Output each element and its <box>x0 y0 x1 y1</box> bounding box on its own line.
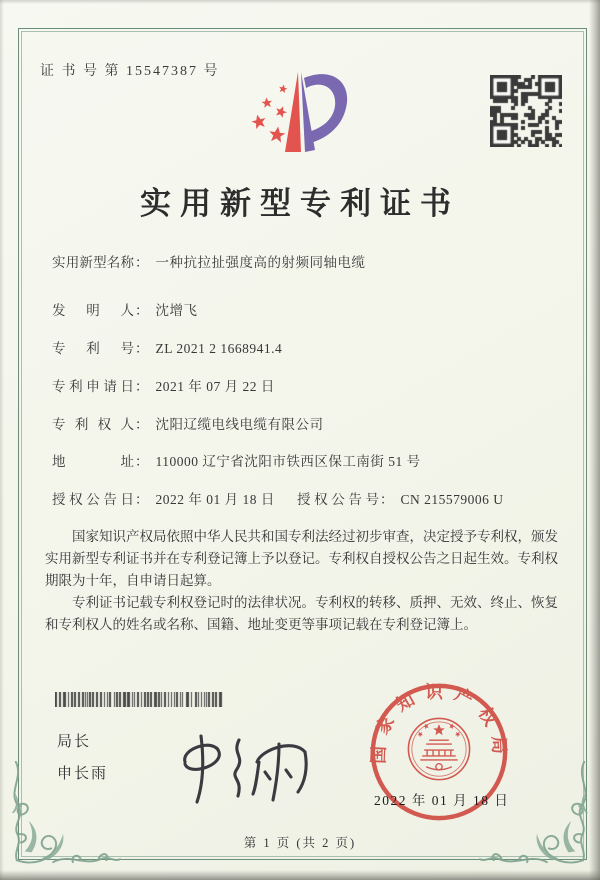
field-row-filing-date <box>52 377 275 397</box>
seal-date: 2022 年 01 月 18 日 <box>374 793 510 808</box>
field-row-patent-no <box>52 339 282 359</box>
field-value: 沈增飞 <box>155 303 198 318</box>
seal-arc-text: 国家知识产权局 <box>368 681 510 765</box>
qr-code <box>490 75 562 147</box>
field-value: CN 215579006 U <box>400 492 504 507</box>
legal-text <box>45 526 558 636</box>
scan-shadow-top <box>0 0 600 4</box>
field-label: 实用新型名称 <box>52 255 134 270</box>
cnipa-logo-icon <box>248 64 358 164</box>
field-colon: ： <box>135 255 149 270</box>
field-row-patentee <box>52 415 324 435</box>
page-footer: 第 1 页 (共 2 页) <box>243 836 357 850</box>
field-row-inventor <box>52 301 198 321</box>
field-colon: ： <box>135 303 149 318</box>
field-label: 授权公告日 <box>52 492 134 507</box>
field-label: 专利申请日 <box>52 379 134 394</box>
field-colon: ： <box>135 379 149 394</box>
field-row-grant <box>52 490 557 510</box>
director-title: 局长 <box>57 733 92 750</box>
field-label: 地址 <box>52 454 134 469</box>
legal-paragraph-2: 专利证书记载专利权登记时的法律状况。专利权的转移、质押、无效、终止、恢复和专利权人的姓名或名称、国籍、地址变更等事项记载在专利登记簿上。 <box>45 595 558 632</box>
field-colon: ： <box>135 454 149 469</box>
barcode <box>55 692 227 707</box>
field-label: 发明人 <box>52 303 134 318</box>
field-label: 专利权人 <box>52 417 134 432</box>
certificate-title: 实用新型专利证书 <box>140 186 460 221</box>
field-group-grant-no <box>297 490 504 510</box>
field-value: 沈阳辽缆电线电缆有限公司 <box>155 417 324 432</box>
field-value: 2021 年 07 月 22 日 <box>155 379 275 394</box>
scan-shadow-right <box>589 0 600 880</box>
handwritten-signature <box>155 712 325 810</box>
field-value: 2022 年 01 月 18 日 <box>155 492 275 507</box>
field-value: 110000 辽宁省沈阳市铁西区保工南街 51 号 <box>155 454 421 469</box>
field-value: 一种抗拉扯强度高的射频同轴电缆 <box>155 255 366 270</box>
certificate-number: 证 书 号 第 15547387 号 <box>40 64 220 79</box>
field-row-address <box>52 452 421 472</box>
field-colon: ： <box>135 341 149 356</box>
field-colon: ： <box>135 417 149 432</box>
field-colon: ： <box>135 492 149 507</box>
field-label: 专利号 <box>52 341 134 356</box>
legal-paragraph-1: 国家知识产权局依照中华人民共和国专利法经过初步审查，决定授予专利权，颁发实用新型专利证书并在专利登记簿上予以登记。专利权自授权公告之日起生效。专利权期限为十年，自申请日起算。 <box>45 529 558 588</box>
field-value: ZL 2021 2 1668941.4 <box>155 341 283 356</box>
field-colon: ： <box>380 492 394 507</box>
field-label: 授权公告号 <box>297 492 379 507</box>
field-group-grant-date <box>52 492 275 507</box>
field-row-name <box>52 253 366 273</box>
director-name: 申长雨 <box>57 765 109 782</box>
scan-shadow-left <box>0 0 4 880</box>
